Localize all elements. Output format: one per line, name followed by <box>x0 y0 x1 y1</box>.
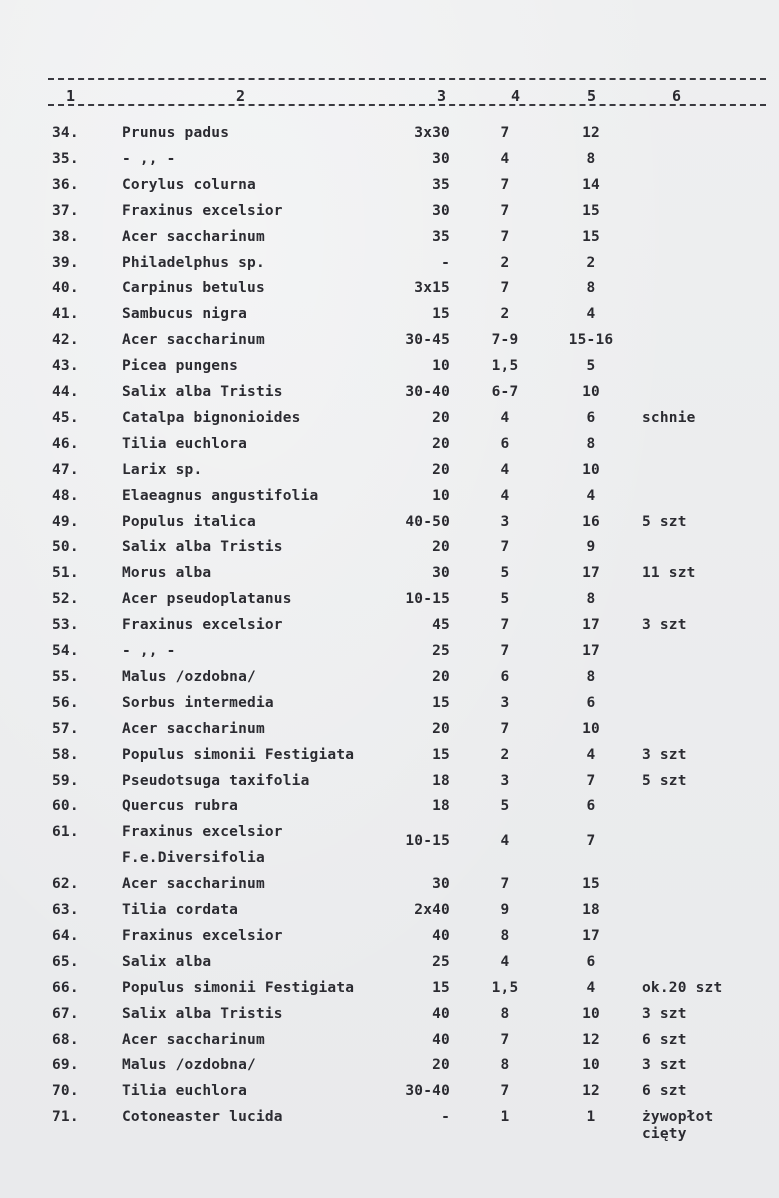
col-3-value: 30 <box>432 202 450 219</box>
col-4-value: 1,5 <box>491 358 519 375</box>
col-4-value: 7 <box>500 720 510 737</box>
col-4-value: 4 <box>500 409 510 426</box>
col-5-value: 17 <box>582 927 600 944</box>
col-4-value: 7 <box>500 1031 510 1048</box>
col-3-value: 20 <box>432 720 450 737</box>
header-col-1: 1 <box>66 87 76 105</box>
species-name: Fraxinus excelsior <box>122 202 283 219</box>
table-header-rule <box>48 104 766 106</box>
col-3-value: 40 <box>432 1031 450 1048</box>
header-col-4: 4 <box>511 87 521 105</box>
col-5-value: 14 <box>582 176 600 193</box>
row-number: 61. <box>52 824 79 841</box>
col-5-value: 18 <box>582 902 600 918</box>
col-4-value: 7 <box>500 539 510 556</box>
col-5-value: 17 <box>582 617 600 634</box>
col-4-value: 4 <box>500 461 510 478</box>
row-number: 65. <box>52 953 79 970</box>
col-4-value: 7 <box>500 643 510 659</box>
col-3-value: 15 <box>432 694 450 711</box>
col-4-value: 4 <box>500 487 510 504</box>
row-number: 70. <box>52 1083 79 1100</box>
col-5-value: 12 <box>582 125 600 141</box>
species-name: Acer saccharinum <box>122 332 265 349</box>
col-3-value: 30-45 <box>405 332 450 349</box>
col-5-value: 10 <box>582 384 600 400</box>
species-name: Tilia euchlora <box>122 435 248 452</box>
col-3-value: 15 <box>432 979 450 996</box>
col-3-value: 30 <box>432 565 450 582</box>
col-4-value: 7 <box>500 228 510 245</box>
species-name: Cotoneaster lucida <box>122 1109 283 1126</box>
col-5-value: 10 <box>582 1005 600 1022</box>
col-5-value: 17 <box>582 565 600 582</box>
col-3-value: 25 <box>432 643 450 659</box>
col-5-value: 8 <box>586 435 596 452</box>
col-3-value: 10 <box>432 358 450 375</box>
col-4-value: 7 <box>500 125 510 141</box>
row-number: 69. <box>52 1057 79 1074</box>
col-3-value: 20 <box>432 1057 450 1074</box>
col-4-value: 8 <box>500 1057 510 1074</box>
row-number: 60. <box>52 798 79 815</box>
col-4-value: 7 <box>500 617 510 634</box>
row-number: 68. <box>52 1031 79 1048</box>
col-5-value: 16 <box>582 513 600 530</box>
col-3-value: 35 <box>432 228 450 245</box>
species-name: Populus simonii Festigiata <box>122 746 355 763</box>
species-name: Populus simonii Festigiata <box>122 979 355 996</box>
species-name: Sambucus nigra <box>122 306 248 323</box>
col-3-value: 30 <box>432 876 450 893</box>
species-name: Corylus colurna <box>122 176 256 193</box>
row-number: 59. <box>52 772 79 789</box>
species-name: Acer pseudoplatanus <box>122 591 292 608</box>
species-name: Tilia euchlora <box>122 1083 248 1100</box>
row-number: 43. <box>52 358 79 375</box>
col-6-note: żywopłot <box>642 1109 714 1126</box>
row-number: 41. <box>52 306 79 323</box>
col-5-value: 15 <box>582 202 600 219</box>
col-6-note: 5 szt <box>642 772 687 789</box>
col-4-value: 7 <box>500 280 510 297</box>
col-5-value: 4 <box>586 487 596 504</box>
row-number: 56. <box>52 694 79 711</box>
col-3-value: 15 <box>432 306 450 323</box>
col-4-value: 4 <box>500 150 510 167</box>
col-6-note: ok.20 szt <box>642 979 723 996</box>
col-5-value: 9 <box>586 539 596 556</box>
species-name: Salix alba Tristis <box>122 539 283 556</box>
col-4-value: 7 <box>500 176 510 193</box>
col-5-value: 8 <box>586 591 596 608</box>
row-number: 47. <box>52 461 79 478</box>
col-3-value: 40-50 <box>405 513 450 530</box>
col-3-value: 18 <box>432 772 450 789</box>
col-3-value: 10-15 <box>405 591 450 608</box>
col-5-value: 8 <box>586 280 596 297</box>
header-col-6: 6 <box>672 87 682 105</box>
row-number: 36. <box>52 176 79 193</box>
col-4-value: 6 <box>500 435 510 452</box>
species-name: Acer saccharinum <box>122 876 265 893</box>
col-3-value: 20 <box>432 461 450 478</box>
col-6-note: 5 szt <box>642 513 687 530</box>
species-name: Prunus padus <box>122 125 230 141</box>
col-5-value: 12 <box>582 1083 600 1100</box>
col-6-note: 6 szt <box>642 1031 687 1048</box>
col-6-note: 3 szt <box>642 617 687 634</box>
species-name: Salix alba Tristis <box>122 1005 283 1022</box>
row-number: 64. <box>52 927 79 944</box>
col-5-value: 15 <box>582 228 600 245</box>
col-4-value: 7-9 <box>491 332 519 349</box>
species-name: Tilia cordata <box>122 902 239 918</box>
species-name: Sorbus intermedia <box>122 694 274 711</box>
species-name: Fraxinus excelsior <box>122 617 283 634</box>
col-5-value: 4 <box>586 979 596 996</box>
species-name: Philadelphus sp. <box>122 254 265 271</box>
col-4-value: 7 <box>500 1083 510 1100</box>
col-4-value: 1,5 <box>491 979 519 996</box>
col-5-value: 15 <box>582 876 600 893</box>
col-5-value: 8 <box>586 668 596 685</box>
col-3-value: 40 <box>432 1005 450 1022</box>
col-5-value: 5 <box>586 358 596 375</box>
table-top-rule <box>48 78 766 80</box>
species-name: Pseudotsuga taxifolia <box>122 772 310 789</box>
col-4-value: 9 <box>500 902 510 918</box>
col-3-value: 3x30 <box>414 125 450 141</box>
col-6-note-cont: cięty <box>642 1126 687 1143</box>
col-6-note: 3 szt <box>642 746 687 763</box>
col-3-value: 20 <box>432 435 450 452</box>
species-name: Quercus rubra <box>122 798 239 815</box>
col-4-value: 8 <box>500 1005 510 1022</box>
col-5-value: 10 <box>582 720 600 737</box>
species-name: Malus /ozdobna/ <box>122 1057 256 1074</box>
row-number: 55. <box>52 668 79 685</box>
row-number: 66. <box>52 979 79 996</box>
row-number: 35. <box>52 150 79 167</box>
col-5-value: 6 <box>586 953 596 970</box>
species-name: Acer saccharinum <box>122 1031 265 1048</box>
col-5-value: 10 <box>582 461 600 478</box>
row-number: 34. <box>52 125 79 141</box>
col-6-note: schnie <box>642 409 696 426</box>
col-4-value: 5 <box>500 591 510 608</box>
species-name: Elaeagnus angustifolia <box>122 487 319 504</box>
col-5-value: 2 <box>586 254 596 271</box>
row-number: 57. <box>52 720 79 737</box>
species-name: Carpinus betulus <box>122 280 265 297</box>
col-3-value: 25 <box>432 953 450 970</box>
col-4-value: 3 <box>500 513 510 530</box>
col-4-value: 6-7 <box>491 384 519 400</box>
col-4-value: 7 <box>500 876 510 893</box>
col-5-value: 6 <box>586 409 596 426</box>
col-3-value: 15 <box>432 746 450 763</box>
col-6-note: 11 szt <box>642 565 696 582</box>
col-3-value: 20 <box>432 668 450 685</box>
col-5-value: 6 <box>586 694 596 711</box>
species-name: Fraxinus excelsior <box>122 824 283 841</box>
col-4-value: 3 <box>500 772 510 789</box>
col-6-note: 3 szt <box>642 1057 687 1074</box>
col-3-value: - <box>441 254 450 271</box>
species-name-variety: F.e.Diversifolia <box>122 850 265 867</box>
header-col-2: 2 <box>236 87 246 105</box>
row-number: 52. <box>52 591 79 608</box>
species-name: Catalpa bignonioides <box>122 409 301 426</box>
row-number: 48. <box>52 487 79 504</box>
species-name: Acer saccharinum <box>122 228 265 245</box>
row-number: 37. <box>52 202 79 219</box>
col-4-value: 7 <box>500 202 510 219</box>
row-number: 39. <box>52 254 79 271</box>
species-name: - ,, - <box>122 643 176 659</box>
col-6-note: 3 szt <box>642 1005 687 1022</box>
col-5-value: 8 <box>586 150 596 167</box>
col-4-value: 5 <box>500 798 510 815</box>
species-name: - ,, - <box>122 150 176 167</box>
col-5-value: 17 <box>582 643 600 659</box>
col-5-value: 7 <box>586 772 596 789</box>
col-6-note: 6 szt <box>642 1083 687 1100</box>
col-3-value: - <box>441 1109 450 1126</box>
row-number: 42. <box>52 332 79 349</box>
row-number: 58. <box>52 746 79 763</box>
header-col-5: 5 <box>587 87 597 105</box>
species-name: Morus alba <box>122 565 212 582</box>
col-4-value: 5 <box>500 565 510 582</box>
row-number: 71. <box>52 1109 79 1126</box>
col-3-value: 10-15 <box>405 833 450 850</box>
row-number: 62. <box>52 876 79 893</box>
col-5-value: 1 <box>586 1109 596 1126</box>
species-name: Salix alba <box>122 953 212 970</box>
col-5-value: 12 <box>582 1031 600 1048</box>
col-3-value: 18 <box>432 798 450 815</box>
row-number: 46. <box>52 435 79 452</box>
row-number: 67. <box>52 1005 79 1022</box>
col-3-value: 20 <box>432 409 450 426</box>
species-name: Picea pungens <box>122 358 239 375</box>
row-number: 63. <box>52 902 79 918</box>
col-5-value: 4 <box>586 306 596 323</box>
col-4-value: 2 <box>500 746 510 763</box>
col-3-value: 3x15 <box>414 280 450 297</box>
col-4-value: 4 <box>500 953 510 970</box>
col-4-value: 2 <box>500 306 510 323</box>
col-4-value: 2 <box>500 254 510 271</box>
col-4-value: 1 <box>500 1109 510 1126</box>
species-name: Fraxinus excelsior <box>122 927 283 944</box>
species-name: Salix alba Tristis <box>122 384 283 400</box>
col-5-value: 15-16 <box>568 332 614 349</box>
col-5-value: 10 <box>582 1057 600 1074</box>
row-number: 44. <box>52 384 79 400</box>
col-4-value: 6 <box>500 668 510 685</box>
col-4-value: 4 <box>500 833 510 850</box>
col-3-value: 20 <box>432 539 450 556</box>
species-name: Acer saccharinum <box>122 720 265 737</box>
col-3-value: 35 <box>432 176 450 193</box>
row-number: 54. <box>52 643 79 659</box>
col-4-value: 3 <box>500 694 510 711</box>
col-3-value: 30-40 <box>405 1083 450 1100</box>
col-3-value: 10 <box>432 487 450 504</box>
col-5-value: 6 <box>586 798 596 815</box>
col-4-value: 8 <box>500 927 510 944</box>
col-3-value: 30-40 <box>405 384 450 400</box>
row-number: 51. <box>52 565 79 582</box>
row-number: 53. <box>52 617 79 634</box>
species-name: Larix sp. <box>122 461 203 478</box>
species-name: Malus /ozdobna/ <box>122 668 256 685</box>
row-number: 40. <box>52 280 79 297</box>
col-5-value: 4 <box>586 746 596 763</box>
col-5-value: 7 <box>586 833 596 850</box>
header-col-3: 3 <box>437 87 447 105</box>
row-number: 38. <box>52 228 79 245</box>
row-number: 50. <box>52 539 79 556</box>
col-3-value: 2x40 <box>414 902 450 918</box>
col-3-value: 40 <box>432 927 450 944</box>
col-3-value: 30 <box>432 150 450 167</box>
row-number: 49. <box>52 513 79 530</box>
row-number: 45. <box>52 409 79 426</box>
species-name: Populus italica <box>122 513 256 530</box>
col-3-value: 45 <box>432 617 450 634</box>
